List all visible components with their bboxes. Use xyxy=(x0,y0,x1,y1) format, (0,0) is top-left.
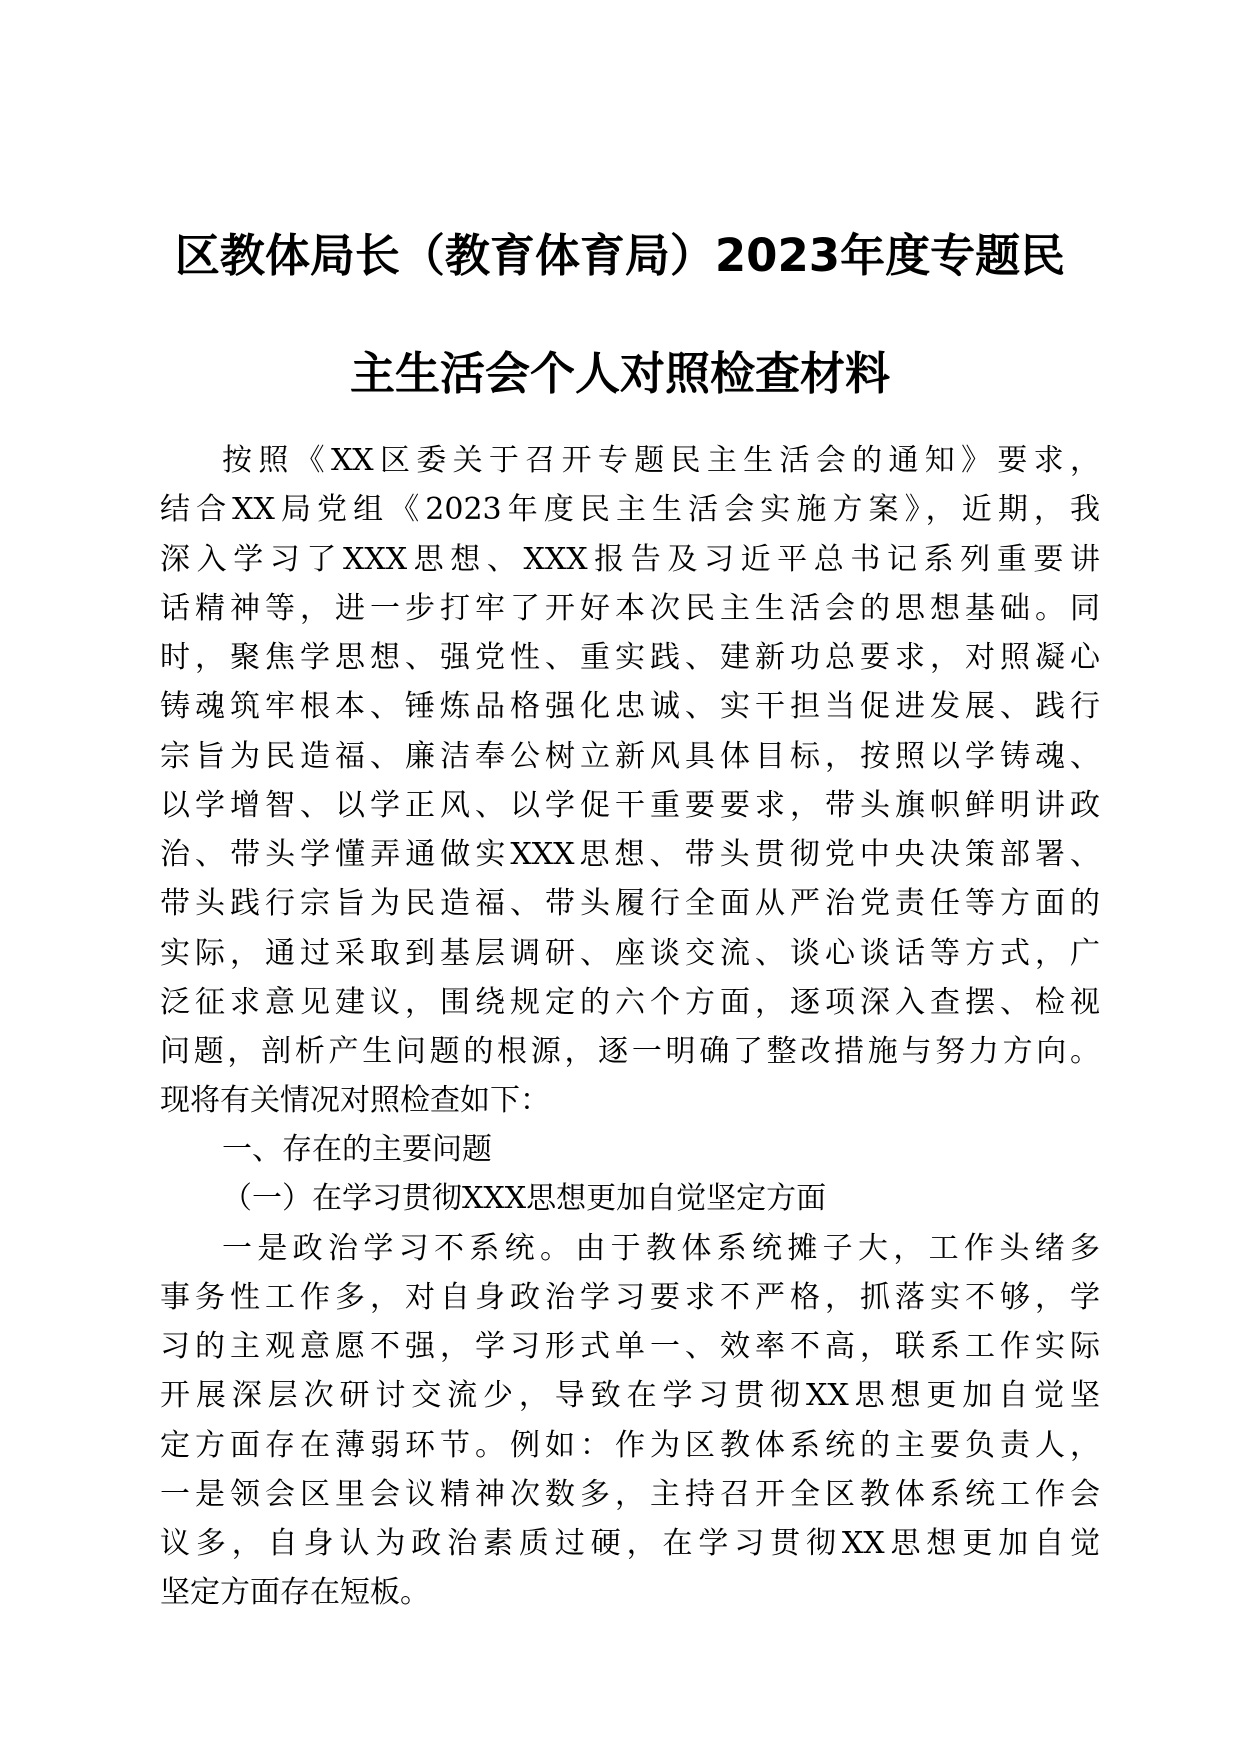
problem-line: 开展深层次研讨交流少，导致在学习贯彻XX思想更加自觉坚 xyxy=(160,1378,1100,1413)
intro-line: 按照《XX区委关于召开专题民主生活会的通知》要求， xyxy=(222,443,1100,478)
problem-line: 事务性工作多，对自身政治学习要求不严格，抓落实不够，学 xyxy=(160,1280,1100,1315)
problem-line: 定方面存在薄弱环节。例如：作为区教体系统的主要负责人， xyxy=(160,1428,1100,1463)
document-title-line-2: 主生活会个人对照检查材料 xyxy=(349,347,890,400)
intro-line: 现将有关情况对照检查如下： xyxy=(160,1083,550,1118)
problem-line: 议多，自身认为政治素质过硬，在学习贯彻XX思想更加自觉 xyxy=(160,1526,1100,1561)
intro-line: 问题，剖析产生问题的根源，逐一明确了整改措施与努力方向。 xyxy=(160,1034,1100,1069)
problem-line: 坚定方面存在短板。 xyxy=(160,1575,430,1610)
subsection-heading: （一）在学习贯彻XXX思想更加自觉坚定方面 xyxy=(222,1181,827,1216)
intro-line: 结合XX局党组《2023年度民主生活会实施方案》，近期，我 xyxy=(160,492,1100,527)
problem-line: 一是领会区里会议精神次数多，主持召开全区教体系统工作会 xyxy=(160,1477,1100,1512)
intro-line: 话精神等，进一步打牢了开好本次民主生活会的思想基础。同 xyxy=(160,591,1100,626)
problem-line: 一是政治学习不系统。由于教体系统摊子大，工作头绪多 xyxy=(222,1231,1100,1266)
intro-line: 带头践行宗旨为民造福、带头履行全面从严治党责任等方面的 xyxy=(160,886,1100,921)
intro-line: 实际，通过采取到基层调研、座谈交流、谈心谈话等方式，广 xyxy=(160,936,1100,971)
intro-line: 时，聚焦学思想、强党性、重实践、建新功总要求，对照凝心 xyxy=(160,640,1100,675)
intro-line: 宗旨为民造福、廉洁奉公树立新风具体目标，按照以学铸魂、 xyxy=(160,739,1100,774)
section-heading: 一、存在的主要问题 xyxy=(222,1132,492,1167)
intro-line: 治、带头学懂弄通做实XXX思想、带头贯彻党中央决策部署、 xyxy=(160,837,1100,872)
document-title-line-1: 区教体局长（教育体育局）2023年度专题民 xyxy=(174,229,1066,282)
intro-line: 深入学习了XXX思想、XXX报告及习近平总书记系列重要讲 xyxy=(160,542,1100,577)
problem-line: 习的主观意愿不强，学习形式单一、效率不高，联系工作实际 xyxy=(160,1329,1100,1364)
intro-line: 铸魂筑牢根本、锤炼品格强化忠诚、实干担当促进发展、践行 xyxy=(160,689,1100,724)
intro-line: 泛征求意见建议，围绕规定的六个方面，逐项深入查摆、检视 xyxy=(160,985,1100,1020)
intro-line: 以学增智、以学正风、以学促干重要要求，带头旗帜鲜明讲政 xyxy=(160,788,1100,823)
